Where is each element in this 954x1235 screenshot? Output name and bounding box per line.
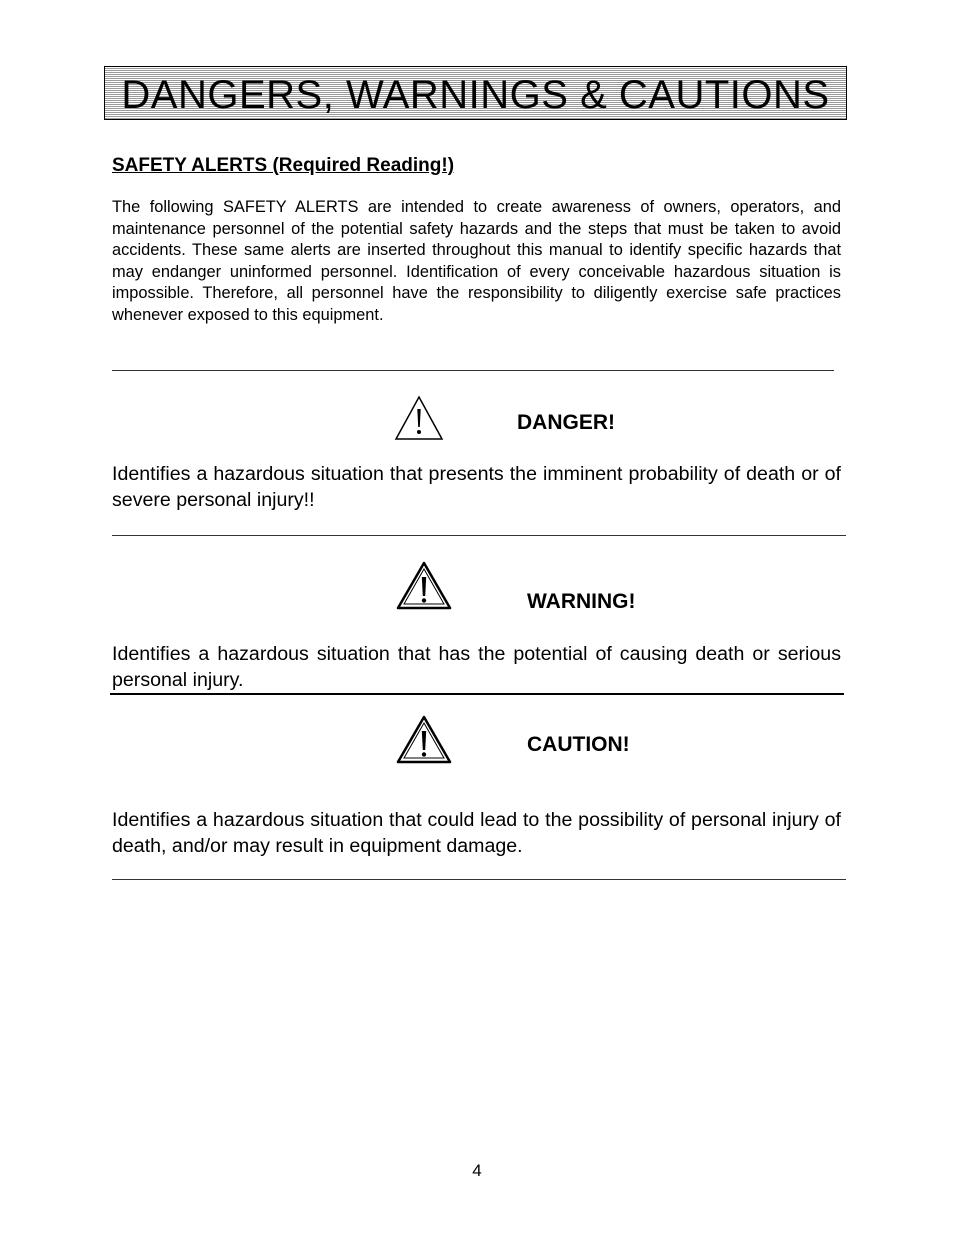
section-divider <box>110 693 844 695</box>
danger-label: DANGER! <box>517 411 615 434</box>
danger-description: Identifies a hazardous situation that presents the imminent probability of death or of severe personal injury!! <box>112 463 841 511</box>
intro-paragraph: The following SAFETY ALERTS are intended to create awareness of owners, operators, and maintenance personnel of the potential safety hazards and the steps that must be taken to avoid accidents. These same alerts are inserted throughout this manual to identify specific hazards that may endanger uninformed personnel. Identification of every conceivable hazardous situation is impossible. Therefore, all personnel have the responsibility to diligently exercise safe practices whenever exposed to this equipment. <box>112 198 841 324</box>
section-heading: SAFETY ALERTS (Required Reading!) <box>112 155 455 176</box>
separator-rule <box>112 535 846 536</box>
page-title: DANGERS, WARNINGS & CAUTIONS <box>121 73 830 117</box>
warning-label: WARNING! <box>527 590 636 613</box>
page-number: 4 <box>472 1161 482 1180</box>
separator-rule <box>112 879 846 880</box>
caution-description: Identifies a hazardous situation that could lead to the possibility of personal injury of death, and/or may result in equipment damage. <box>112 809 841 857</box>
separator-rule <box>112 370 834 371</box>
warning-triangle-icon <box>393 394 445 442</box>
caution-label: CAUTION! <box>527 733 630 756</box>
title-banner <box>104 66 847 120</box>
warning-triangle-icon <box>395 714 453 766</box>
warning-triangle-icon <box>395 560 453 612</box>
warning-description: Identifies a hazardous situation that has the potential of causing death or serious personal injury. <box>112 643 841 691</box>
